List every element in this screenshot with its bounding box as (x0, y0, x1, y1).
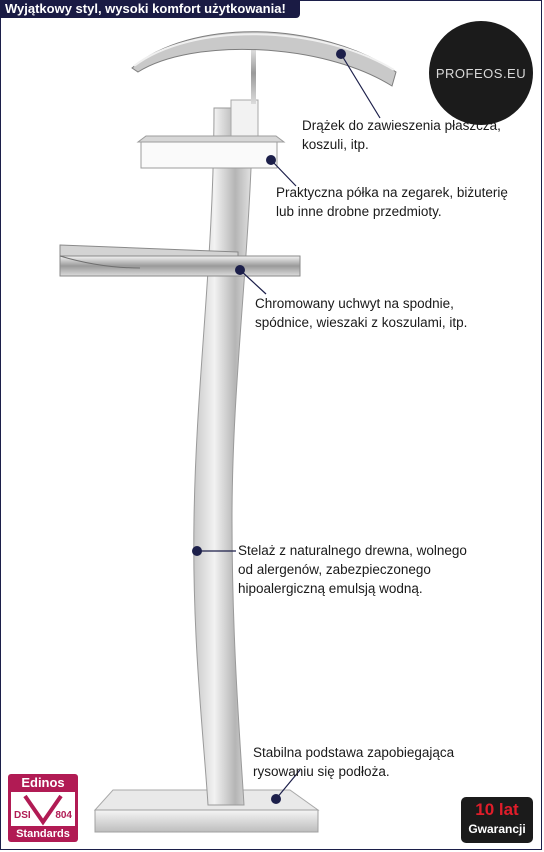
warranty-label: Gwarancji (468, 822, 526, 836)
small-shelf (138, 136, 284, 168)
callout-line: koszuli, itp. (302, 137, 369, 152)
wooden-frame-post (194, 108, 253, 805)
callout-line: od alergenów, zabezpieczonego (238, 562, 431, 577)
callout-base (253, 743, 454, 781)
callout-trouser-holder (255, 294, 467, 332)
edinos-dsi: DSI (14, 810, 31, 821)
callout-line: Praktyczna półka na zegarek, biżuterię (276, 185, 508, 200)
base-plate (95, 790, 318, 832)
warranty-years: 10 lat (475, 800, 519, 819)
logo-text: PROFEOS.EU (435, 65, 527, 81)
profeos-logo (429, 21, 533, 125)
header-tagline: Wyjątkowy styl, wysoki komfort użytkowania! (0, 0, 300, 18)
callout-line: Chromowany uchwyt na spodnie, (255, 296, 454, 311)
coat-hanger-bar (132, 32, 396, 86)
callout-line: Stelaż z naturalnego drewna, wolnego (238, 543, 467, 558)
callout-line: lub inne drobne przedmioty. (276, 204, 442, 219)
callout-line: hipoalergiczną emulsją wodną. (238, 581, 423, 596)
edinos-number: 804 (55, 810, 72, 821)
callout-line: Stabilna podstawa zapobiegająca (253, 745, 455, 760)
callout-line: Drążek do zawieszenia płaszcza, (302, 118, 501, 133)
callout-coat-bar (302, 116, 501, 154)
edinos-title: Edinos (8, 774, 78, 792)
chrome-rod (251, 42, 256, 104)
chrome-trouser-holder (60, 245, 300, 276)
edinos-badge (8, 774, 78, 842)
edinos-emblem (8, 792, 78, 826)
edinos-footer: Standards (8, 826, 78, 842)
callout-line: spódnice, wieszaki z koszulami, itp. (255, 315, 468, 330)
callout-marker-2 (266, 155, 296, 186)
callout-line: rysowaniu się podłoża. (253, 764, 390, 779)
callout-frame (238, 541, 467, 598)
callout-shelf (276, 183, 508, 221)
warranty-badge (461, 797, 533, 843)
